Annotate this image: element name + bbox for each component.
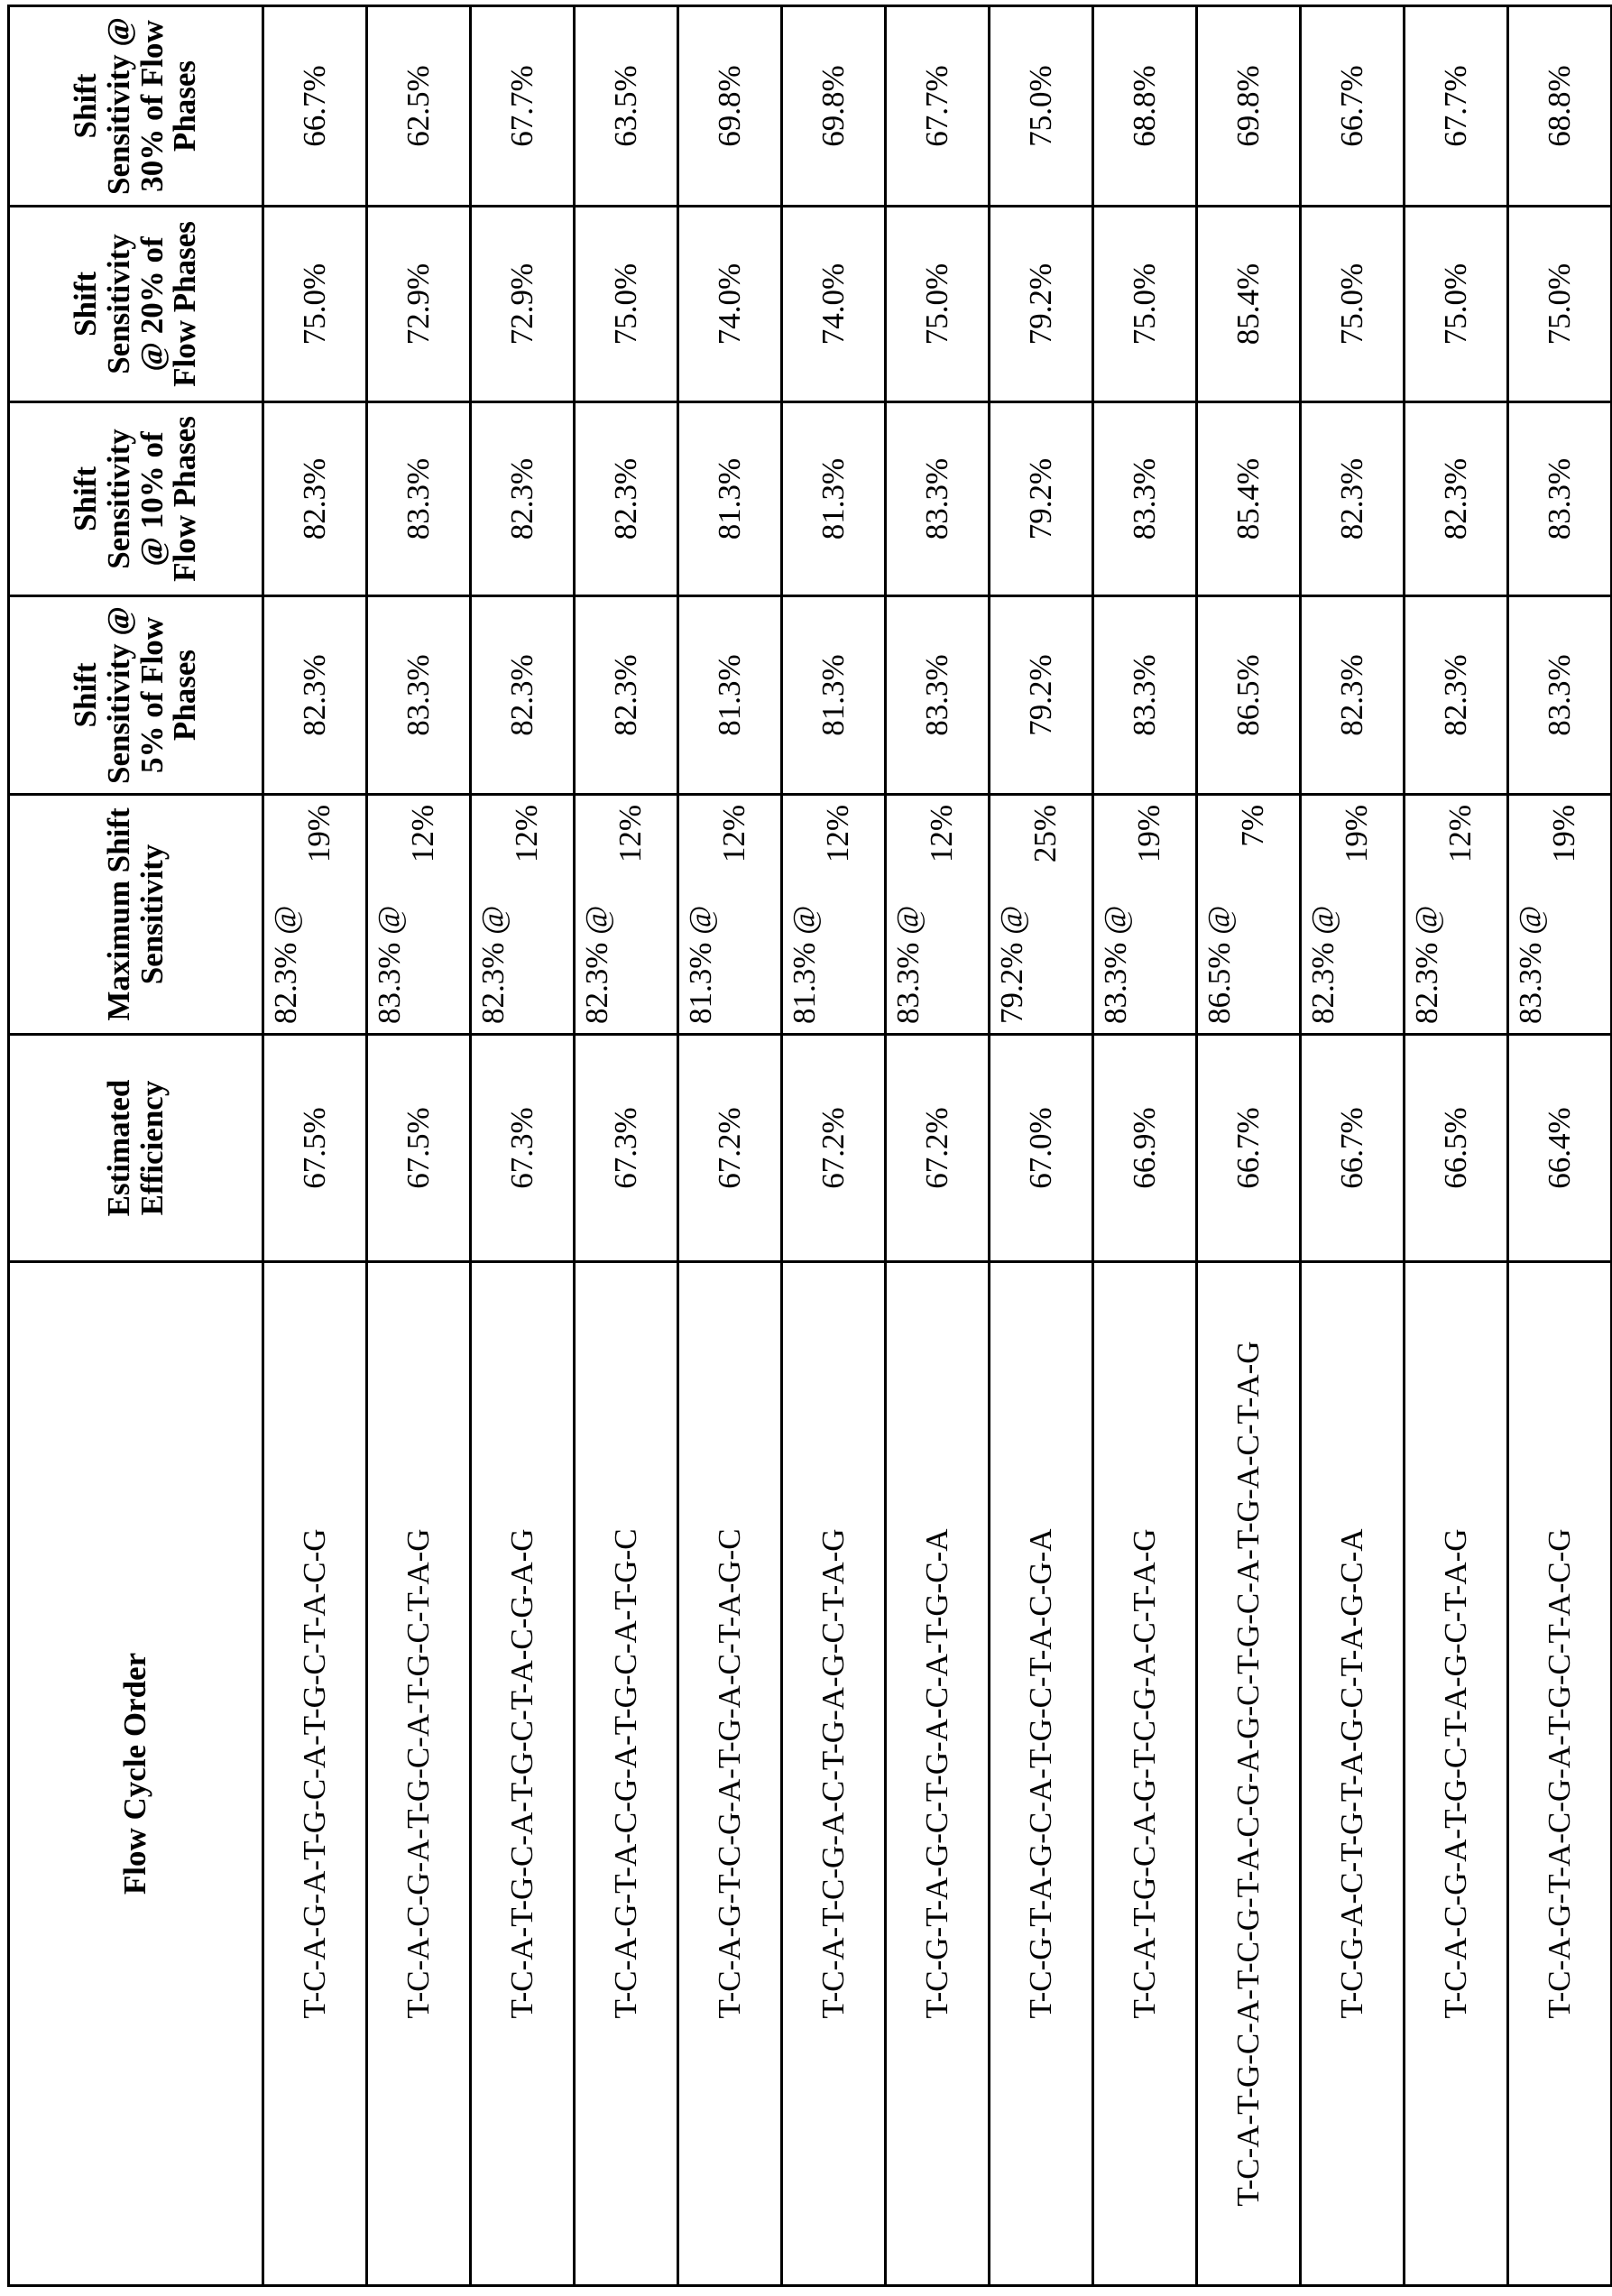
max-sensitivity-phase: 12% xyxy=(926,805,959,1024)
estimated-efficiency-cell: 67.5% xyxy=(263,1035,367,1262)
table-row xyxy=(263,6,367,2286)
max-sensitivity-value: 86.5% @ xyxy=(1202,906,1237,1024)
shift-20-cell: 75.0% xyxy=(1093,207,1197,402)
shift-10-cell: 82.3% xyxy=(1301,402,1405,596)
shift-20-cell: 74.0% xyxy=(678,207,782,402)
shift-10-cell: 82.3% xyxy=(471,402,575,596)
shift-30-cell: 69.8% xyxy=(782,6,886,207)
table-row xyxy=(678,6,782,2286)
shift-30-cell: 66.7% xyxy=(1301,6,1405,207)
max-sensitivity-value: 82.3% @ xyxy=(1409,906,1444,1024)
flow-cycle-order-cell: T-C-A-T-C-G-A-C-T-G-A-G-C-T-A-G xyxy=(782,1262,886,2286)
table-row xyxy=(990,6,1093,2286)
shift-10-cell: 83.3% xyxy=(367,402,471,596)
estimated-efficiency-cell: 66.4% xyxy=(1508,1035,1612,1262)
table-row xyxy=(1093,6,1197,2286)
shift-20-cell: 72.9% xyxy=(367,207,471,402)
shift-20-cell: 79.2% xyxy=(990,207,1093,402)
max-sensitivity-value: 83.3% @ xyxy=(890,906,926,1024)
max-sensitivity-value: 83.3% @ xyxy=(1513,906,1548,1024)
shift-5-cell: 83.3% xyxy=(1508,596,1612,795)
table-row xyxy=(782,6,886,2286)
max-sensitivity-value: 81.3% @ xyxy=(683,906,718,1024)
flow-cycle-order-cell: T-C-A-T-G-C-A-G-T-C-G-A-C-T-A-G xyxy=(1093,1262,1197,2286)
header-shift-30: Shift Sensitivity @ 30% of Flow Phases xyxy=(9,6,263,207)
estimated-efficiency-cell: 67.3% xyxy=(471,1035,575,1262)
flow-cycle-order-cell: T-C-A-G-A-T-G-C-A-T-G-C-T-A-C-G xyxy=(263,1262,367,2286)
shift-10-cell: 79.2% xyxy=(990,402,1093,596)
table-row xyxy=(886,6,990,2286)
max-sensitivity-phase: 12% xyxy=(511,805,544,1024)
maximum-shift-sensitivity-cell xyxy=(1093,795,1197,1035)
shift-5-cell: 86.5% xyxy=(1197,596,1301,795)
max-sensitivity-phase: 12% xyxy=(718,805,751,1024)
max-sensitivity-phase: 7% xyxy=(1237,805,1270,1024)
table-row xyxy=(1301,6,1405,2286)
shift-10-cell: 81.3% xyxy=(678,402,782,596)
shift-5-cell: 82.3% xyxy=(1405,596,1508,795)
shift-30-cell: 69.8% xyxy=(1197,6,1301,207)
table-row xyxy=(471,6,575,2286)
shift-20-cell: 75.0% xyxy=(1301,207,1405,402)
shift-30-cell: 67.7% xyxy=(886,6,990,207)
max-sensitivity-value: 81.3% @ xyxy=(787,906,822,1024)
max-sensitivity-phase: 12% xyxy=(822,805,855,1024)
shift-30-cell: 66.7% xyxy=(263,6,367,207)
shift-20-cell: 75.0% xyxy=(886,207,990,402)
estimated-efficiency-cell: 66.7% xyxy=(1197,1035,1301,1262)
flow-cycle-order-cell: T-C-A-T-G-C-A-T-C-G-T-A-C-G-A-G-C-T-G-C-A-T-G-A-C-T-A-G xyxy=(1197,1262,1301,2286)
table-row xyxy=(1405,6,1508,2286)
estimated-efficiency-cell: 67.3% xyxy=(575,1035,678,1262)
shift-5-cell: 82.3% xyxy=(263,596,367,795)
shift-10-cell: 83.3% xyxy=(886,402,990,596)
shift-10-cell: 82.3% xyxy=(263,402,367,596)
shift-5-cell: 83.3% xyxy=(1093,596,1197,795)
table-row xyxy=(367,6,471,2286)
shift-5-cell: 83.3% xyxy=(367,596,471,795)
header-shift-10: Shift Sensitivity @ 10% of Flow Phases xyxy=(9,402,263,596)
estimated-efficiency-cell: 67.5% xyxy=(367,1035,471,1262)
maximum-shift-sensitivity-cell xyxy=(471,795,575,1035)
shift-20-cell: 75.0% xyxy=(263,207,367,402)
estimated-efficiency-cell: 67.0% xyxy=(990,1035,1093,1262)
flow-cycle-order-cell: T-C-A-C-G-A-T-G-C-T-A-G-C-T-A-G xyxy=(1405,1262,1508,2286)
maximum-shift-sensitivity-cell xyxy=(782,795,886,1035)
max-sensitivity-phase: 12% xyxy=(614,805,648,1024)
header-maximum-shift-sensitivity: Maximum Shift Sensitivity xyxy=(9,795,263,1035)
flow-cycle-order-cell: T-C-G-A-C-T-G-T-A-G-C-T-A-G-C-A xyxy=(1301,1262,1405,2286)
estimated-efficiency-cell: 67.2% xyxy=(782,1035,886,1262)
shift-30-cell: 67.7% xyxy=(1405,6,1508,207)
max-sensitivity-value: 82.3% @ xyxy=(475,906,511,1024)
flow-cycle-order-cell: T-C-A-G-T-A-C-G-A-T-G-C-T-A-C-G xyxy=(1508,1262,1612,2286)
maximum-shift-sensitivity-cell xyxy=(1405,795,1508,1035)
max-sensitivity-phase: 12% xyxy=(1444,805,1478,1024)
header-estimated-efficiency: Estimated Efficiency xyxy=(9,1035,263,1262)
shift-30-cell: 67.7% xyxy=(471,6,575,207)
shift-30-cell: 69.8% xyxy=(678,6,782,207)
shift-20-cell: 72.9% xyxy=(471,207,575,402)
table-row xyxy=(1508,6,1612,2286)
shift-30-cell: 75.0% xyxy=(990,6,1093,207)
table-row xyxy=(575,6,678,2286)
shift-20-cell: 75.0% xyxy=(1508,207,1612,402)
flow-cycle-order-cell: T-C-G-T-A-G-C-A-T-G-C-T-A-C-G-A xyxy=(990,1262,1093,2286)
header-shift-5: Shift Sensitivity @ 5% of Flow Phases xyxy=(9,596,263,795)
max-sensitivity-phase: 19% xyxy=(303,805,336,1024)
shift-5-cell: 79.2% xyxy=(990,596,1093,795)
max-sensitivity-phase: 19% xyxy=(1340,805,1374,1024)
flow-cycle-order-cell: T-C-A-G-T-A-C-G-A-T-G-C-A-T-G-C xyxy=(575,1262,678,2286)
flow-cycle-order-cell: T-C-A-G-T-C-G-A-T-G-A-C-T-A-G-C xyxy=(678,1262,782,2286)
maximum-shift-sensitivity-cell xyxy=(990,795,1093,1035)
shift-5-cell: 81.3% xyxy=(782,596,886,795)
maximum-shift-sensitivity-cell xyxy=(263,795,367,1035)
max-sensitivity-value: 82.3% @ xyxy=(1305,906,1340,1024)
flow-cycle-table xyxy=(7,5,1612,2287)
max-sensitivity-value: 83.3% @ xyxy=(1098,906,1133,1024)
shift-10-cell: 82.3% xyxy=(1405,402,1508,596)
maximum-shift-sensitivity-cell xyxy=(367,795,471,1035)
shift-20-cell: 75.0% xyxy=(1405,207,1508,402)
flow-cycle-order-cell: T-C-A-T-G-C-A-T-G-C-T-A-C-G-A-G xyxy=(471,1262,575,2286)
shift-30-cell: 68.8% xyxy=(1508,6,1612,207)
max-sensitivity-phase: 12% xyxy=(407,805,440,1024)
max-sensitivity-value: 82.3% @ xyxy=(268,906,303,1024)
maximum-shift-sensitivity-cell xyxy=(1301,795,1405,1035)
maximum-shift-sensitivity-cell xyxy=(575,795,678,1035)
shift-5-cell: 81.3% xyxy=(678,596,782,795)
shift-10-cell: 83.3% xyxy=(1508,402,1612,596)
header-shift-20: Shift Sensitivity @ 20% of Flow Phases xyxy=(9,207,263,402)
estimated-efficiency-cell: 67.2% xyxy=(678,1035,782,1262)
shift-20-cell: 74.0% xyxy=(782,207,886,402)
shift-5-cell: 82.3% xyxy=(575,596,678,795)
shift-20-cell: 85.4% xyxy=(1197,207,1301,402)
maximum-shift-sensitivity-cell xyxy=(1508,795,1612,1035)
shift-5-cell: 82.3% xyxy=(1301,596,1405,795)
shift-20-cell: 75.0% xyxy=(575,207,678,402)
maximum-shift-sensitivity-cell xyxy=(1197,795,1301,1035)
estimated-efficiency-cell: 67.2% xyxy=(886,1035,990,1262)
estimated-efficiency-cell: 66.5% xyxy=(1405,1035,1508,1262)
shift-10-cell: 83.3% xyxy=(1093,402,1197,596)
header-row xyxy=(9,6,263,2286)
max-sensitivity-phase: 25% xyxy=(1029,805,1063,1024)
table-row xyxy=(1197,6,1301,2286)
maximum-shift-sensitivity-cell xyxy=(678,795,782,1035)
shift-10-cell: 82.3% xyxy=(575,402,678,596)
shift-5-cell: 82.3% xyxy=(471,596,575,795)
max-sensitivity-value: 83.3% @ xyxy=(372,906,407,1024)
max-sensitivity-value: 82.3% @ xyxy=(579,906,614,1024)
shift-30-cell: 68.8% xyxy=(1093,6,1197,207)
estimated-efficiency-cell: 66.9% xyxy=(1093,1035,1197,1262)
max-sensitivity-value: 79.2% @ xyxy=(994,906,1029,1024)
shift-30-cell: 62.5% xyxy=(367,6,471,207)
max-sensitivity-phase: 19% xyxy=(1133,805,1166,1024)
flow-cycle-order-cell: T-C-G-T-A-G-C-T-G-A-C-A-T-G-C-A xyxy=(886,1262,990,2286)
header-flow-cycle-order: Flow Cycle Order xyxy=(9,1262,263,2286)
estimated-efficiency-cell: 66.7% xyxy=(1301,1035,1405,1262)
rotated-table-container xyxy=(7,7,1606,2287)
max-sensitivity-phase: 19% xyxy=(1548,805,1581,1024)
shift-30-cell: 63.5% xyxy=(575,6,678,207)
flow-cycle-order-cell: T-C-A-C-G-A-T-G-C-A-T-G-C-T-A-G xyxy=(367,1262,471,2286)
maximum-shift-sensitivity-cell xyxy=(886,795,990,1035)
shift-10-cell: 81.3% xyxy=(782,402,886,596)
shift-10-cell: 85.4% xyxy=(1197,402,1301,596)
shift-5-cell: 83.3% xyxy=(886,596,990,795)
